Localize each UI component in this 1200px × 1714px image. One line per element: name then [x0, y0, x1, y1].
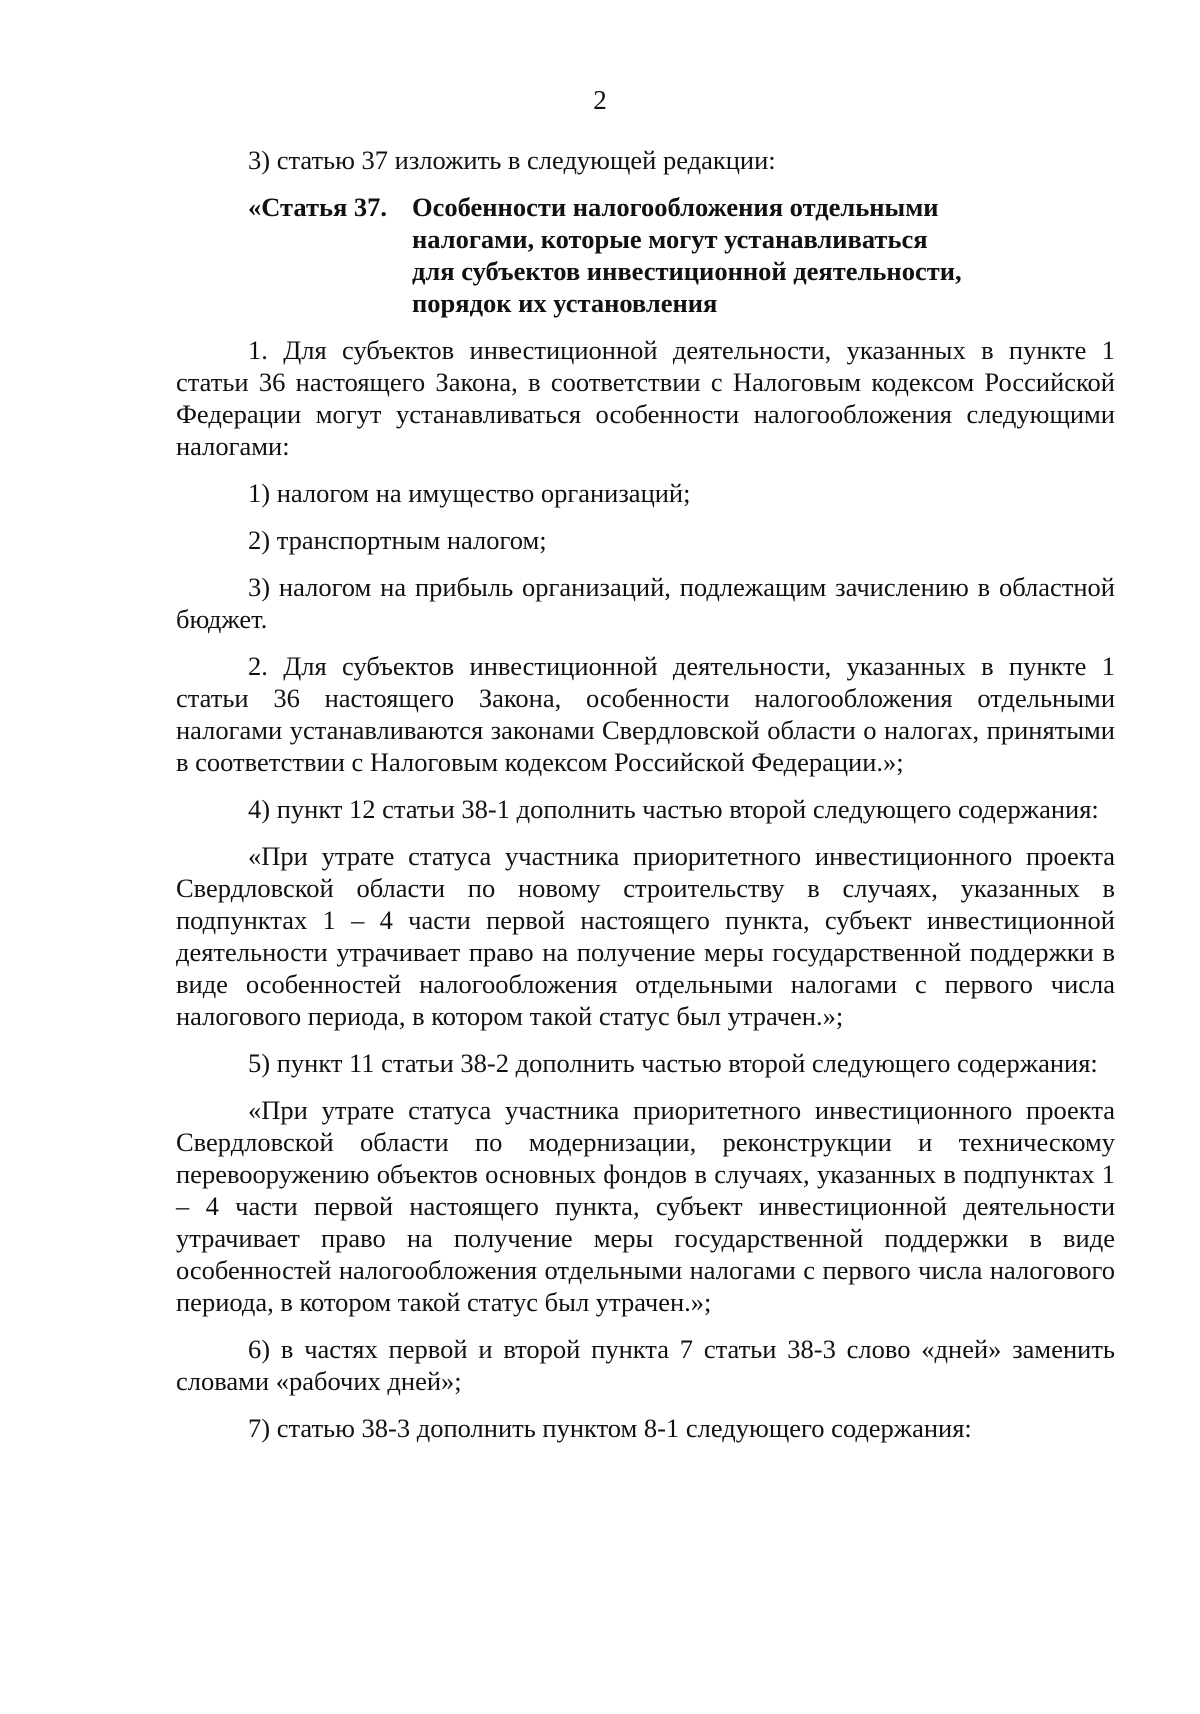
- article-heading-title: [412, 191, 1115, 319]
- article-heading-line: для субъектов инвестиционной деятельности,: [412, 256, 962, 286]
- item-4: 4) пункт 12 статьи 38-1 дополнить частью второй следующего содержания:: [248, 794, 1099, 824]
- paragraph-2: 2. Для субъектов инвестиционной деятельности, указанных в пункте 1 статьи 36 настоящего Закона, особенности налогообложения отдельными налогами устанавливаются законами Свердловской области о налогах, принятыми в соответствии с Налоговым кодексом Российской Федерации.»;: [176, 651, 1115, 777]
- article-heading-lead: «Статья 37.: [248, 192, 388, 222]
- paragraph-1-item-2: 2) транспортным налогом;: [248, 525, 547, 555]
- article-heading-line: налогами, которые могут устанавливаться: [412, 224, 928, 254]
- item-7: 7) статью 38-3 дополнить пунктом 8-1 следующего содержания:: [248, 1413, 972, 1443]
- item-3-intro: 3) статью 37 изложить в следующей редакции:: [248, 145, 776, 175]
- item-4-quote: «При утрате статуса участника приоритетного инвестиционного проекта Свердловской области по новому строительству в случаях, указанных в подпунктах 1 – 4 части первой настоящего пункта, субъект инвестиционной деятельности утрачивает право на получение меры государственной поддержки в виде особенностей налогообложения отдельными налогами с первого числа налогового периода, в котором такой статус был утрачен.»;: [176, 841, 1115, 1031]
- article-heading-line: порядок их установления: [412, 288, 718, 318]
- item-6: 6) в частях первой и второй пункта 7 статьи 38-3 слово «дней» заменить словами «рабочих дней»;: [176, 1334, 1115, 1396]
- item-5: 5) пункт 11 статьи 38-2 дополнить частью второй следующего содержания:: [248, 1048, 1098, 1078]
- paragraph-1-item-3: 3) налогом на прибыль организаций, подлежащим зачислению в областной бюджет.: [176, 572, 1115, 634]
- paragraph-1: 1. Для субъектов инвестиционной деятельности, указанных в пункте 1 статьи 36 настоящего Закона, в соответствии с Налоговым кодексом Российской Федерации могут устанавливаться особенности налогообложения следующими налогами:: [176, 335, 1115, 461]
- article-37-heading: [176, 191, 1115, 319]
- document-body: [176, 144, 1115, 1459]
- article-heading-line: Особенности налогообложения отдельными: [412, 192, 939, 222]
- item-5-quote: «При утрате статуса участника приоритетного инвестиционного проекта Свердловской области по модернизации, реконструкции и техническому перевооружению объектов основных фондов в случаях, указанных в подпунктах 1 – 4 части первой настоящего пункта, субъект инвестиционной деятельности утрачивает право на получение меры государственной поддержки в виде особенностей налогообложения отдельными налогами с первого числа налогового периода, в котором такой статус был утрачен.»;: [176, 1095, 1115, 1317]
- page-number: 2: [593, 85, 607, 115]
- paragraph-1-item-1: 1) налогом на имущество организаций;: [248, 478, 691, 508]
